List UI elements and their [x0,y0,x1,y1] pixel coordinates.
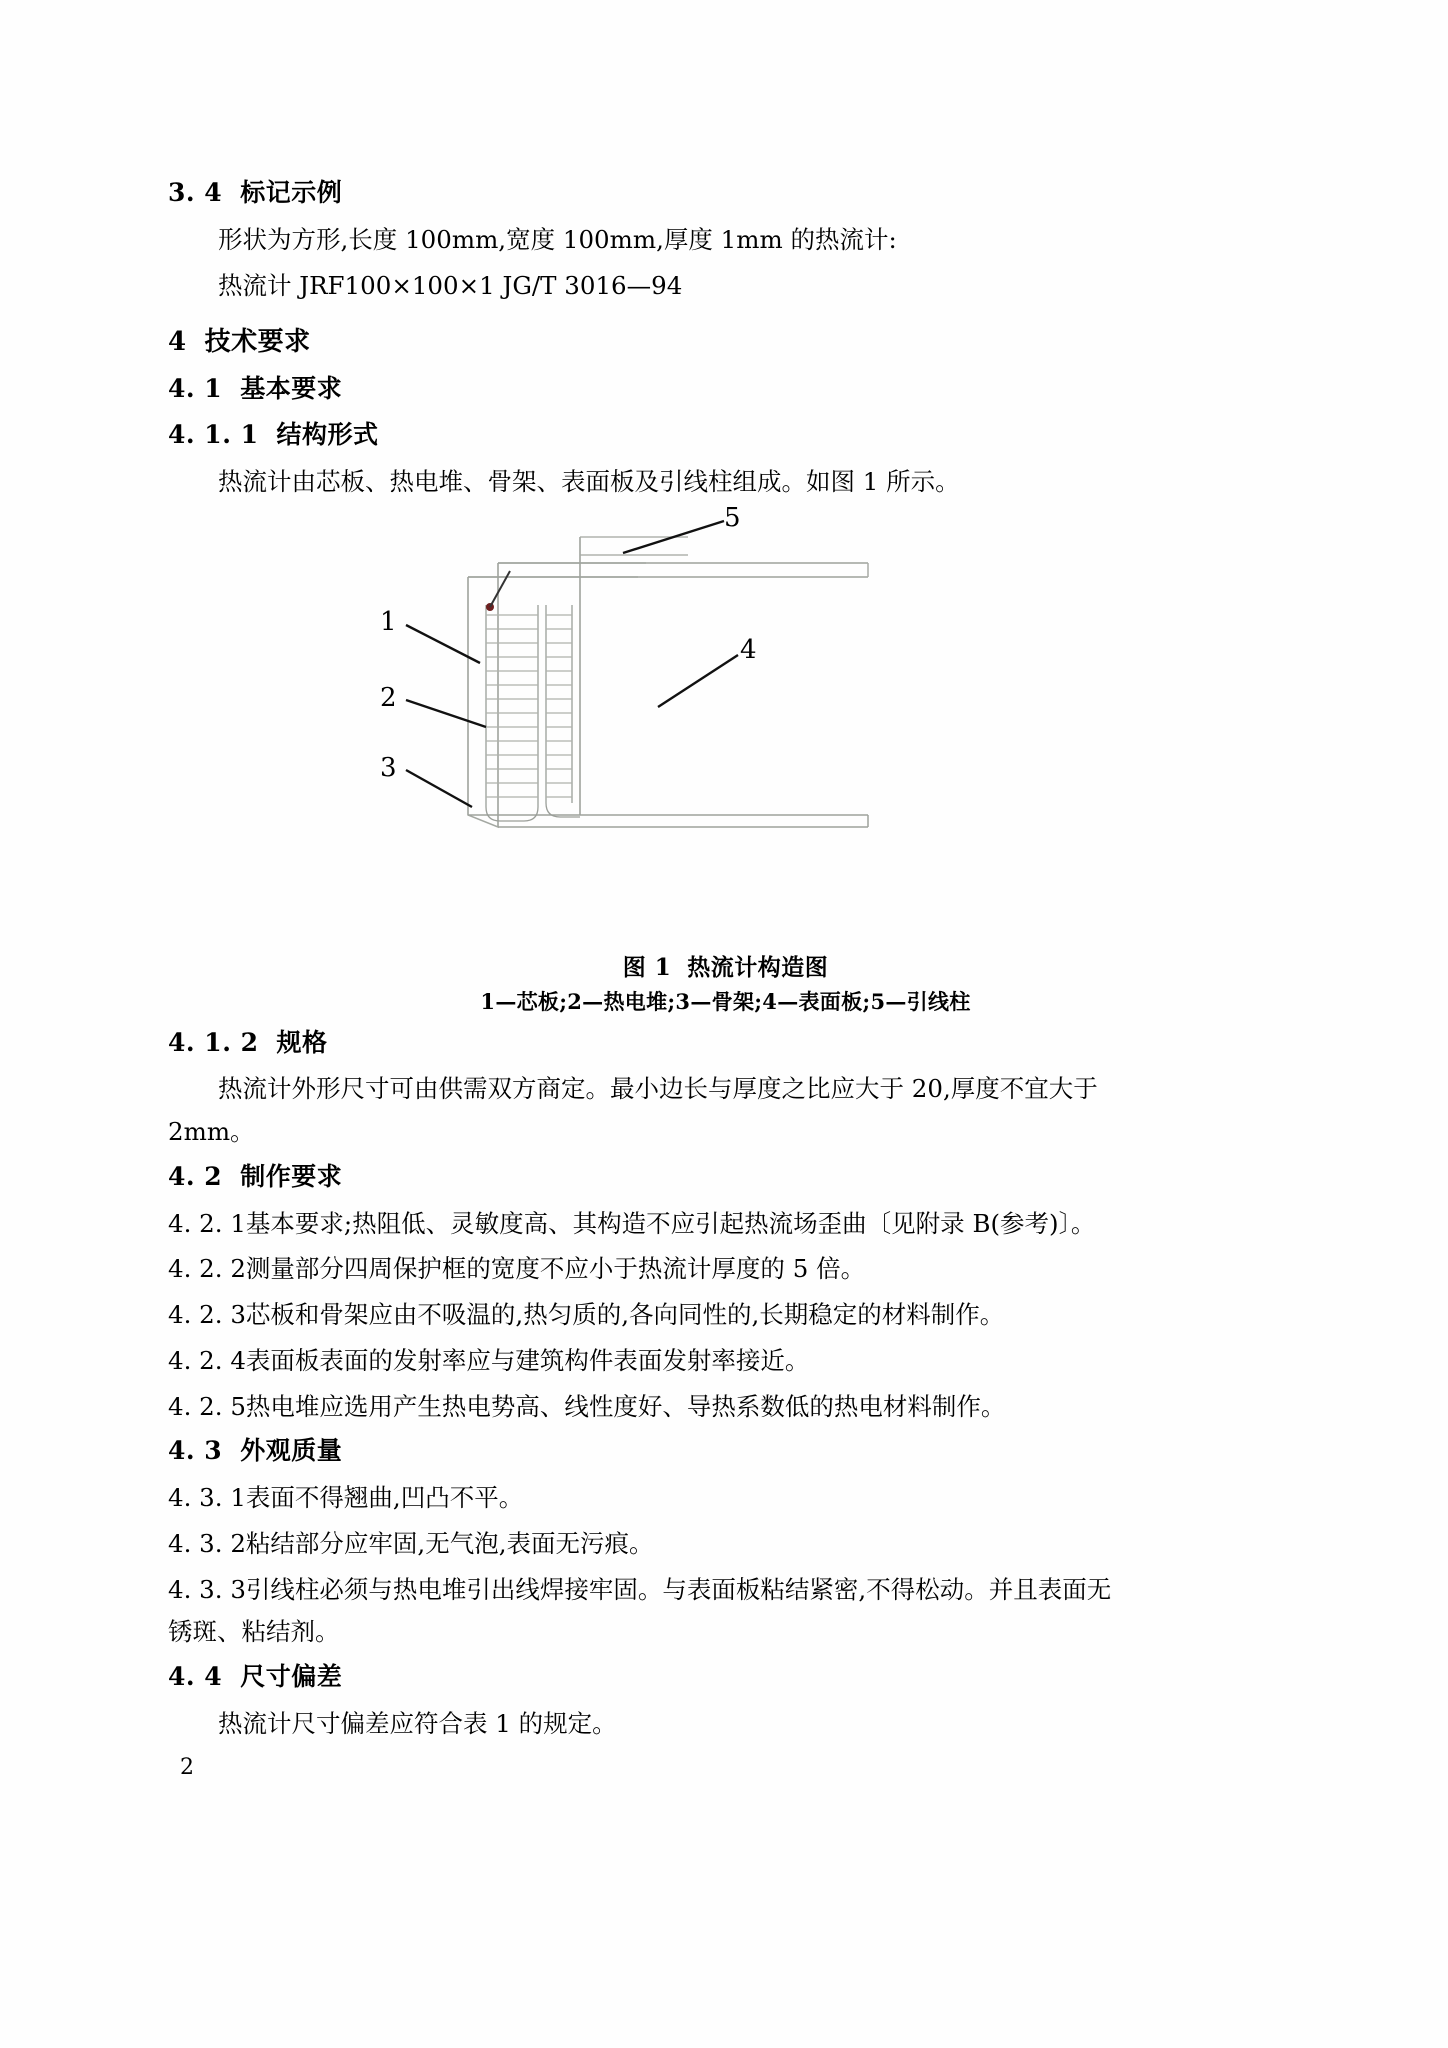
heading-4-1-title: 基本要求 [240,374,343,404]
heading-3-4-number: 3. 4 [168,178,223,207]
heading-4-1-2 [168,1026,1283,1060]
figure-1-legend: 1—芯板;2—热电堆;3—骨架;4—表面板;5—引线柱 [480,988,971,1014]
paragraph-3-4-line-2: 热流计 JRF100×100×1 JG/T 3016—94 [218,270,683,300]
paragraph-4-2-3-text: 芯板和骨架应由不吸温的,热匀质的,各向同性的,长期稳定的材料制作。 [245,1300,1005,1330]
heading-4-4-title: 尺寸偏差 [240,1662,343,1692]
paragraph-4-2-3 [168,1297,1283,1334]
heat-flow-meter-construction-svg [168,515,1283,945]
paragraph-4-3-1-text: 表面不得翘曲,凹凸不平。 [245,1483,524,1513]
paragraph-4-2-3-number: 4. 2. 3 [168,1300,246,1330]
heading-4-2-title: 制作要求 [240,1161,343,1191]
paragraph-4-1-2-line-1: 热流计外形尺寸可由供需双方商定。最小边长与厚度之比应大于 20,厚度不宜大于 [218,1074,1098,1104]
paragraph-4-3-3-line-1 [168,1572,1283,1609]
heading-3-4-title: 标记示例 [240,178,343,207]
paragraph-4-2-4-number: 4. 2. 4 [168,1345,246,1375]
heading-4-3 [168,1434,1283,1468]
heading-4-1 [168,372,1283,406]
paragraph-4-3-2-number: 4. 3. 2 [168,1528,246,1558]
paragraph-4-2-1-number: 4. 2. 1 [168,1208,246,1238]
paragraph-4-2-1-text: 基本要求;热阻低、灵敏度高、其构造不应引起热流场歪曲〔见附录 B(参考)〕。 [245,1208,1096,1238]
figure-callout-4: 4 [740,634,757,665]
heading-3-4 [168,176,1283,210]
paragraph-4-2-2 [168,1251,1283,1288]
figure-callout-5: 5 [724,502,741,533]
paragraph-4-2-2-number: 4. 2. 2 [168,1254,246,1284]
heading-4-1-2-number: 4. 1. 2 [168,1027,259,1057]
paragraph-4-3-1-number: 4. 3. 1 [168,1483,246,1513]
paragraph-4-3-2 [168,1526,1283,1563]
figure-callout-1: 1 [380,606,397,637]
heading-4-2-number: 4. 2 [168,1161,223,1191]
heading-4-1-2-title: 规格 [276,1027,328,1057]
heading-4-2 [168,1160,1283,1194]
heading-4-3-number: 4. 3 [168,1436,223,1466]
heading-4-1-1-number: 4. 1. 1 [168,420,259,450]
figure-callout-3: 3 [380,752,397,783]
paragraph-4-3-2-text: 粘结部分应牢固,无气泡,表面无污痕。 [245,1528,654,1558]
paragraph-4-2-5-text: 热电堆应选用产生热电势高、线性度好、导热系数低的热电材料制作。 [245,1391,1006,1421]
paragraph-3-4-line-1: 形状为方形,长度 100mm,宽度 100mm,厚度 1mm 的热流计: [218,224,897,254]
paragraph-4-2-4 [168,1343,1283,1380]
figure-1-drawing [168,502,1283,945]
heading-4-4-number: 4. 4 [168,1662,223,1692]
paragraph-4-3-3-text: 引线柱必须与热电堆引出线焊接牢固。与表面板粘结紧密,不得松动。并且表面无 [245,1574,1112,1604]
paragraph-4-2-5-number: 4. 2. 5 [168,1391,246,1421]
heading-4-1-1 [168,418,1283,452]
heading-4 [168,325,1283,360]
heading-4-4 [168,1660,1283,1694]
paragraph-4-1-2-line-2: 2mm。 [168,1117,255,1147]
paragraph-4-4-body: 热流计尺寸偏差应符合表 1 的规定。 [218,1708,617,1738]
paragraph-4-3-3-number: 4. 3. 3 [168,1574,246,1604]
paragraph-4-2-2-text: 测量部分四周保护框的宽度不应小于热流计厚度的 5 倍。 [245,1254,866,1284]
heading-4-1-number: 4. 1 [168,374,223,404]
paragraph-4-1-1-body: 热流计由芯板、热电堆、骨架、表面板及引线柱组成。如图 1 所示。 [218,466,960,496]
paragraph-4-2-4-text: 表面板表面的发射率应与建筑构件表面发射率接近。 [245,1345,810,1375]
page-content [168,176,1283,1752]
figure-1-caption-title: 热流计构造图 [687,953,829,981]
paragraph-4-2-1 [168,1206,1283,1243]
paragraph-4-2-5 [168,1389,1283,1426]
heading-4-number: 4 [168,327,187,358]
paragraph-4-3-3-line-2: 锈斑、粘结剂。 [168,1617,340,1647]
paragraph-4-3-1 [168,1480,1283,1517]
figure-1-caption-number: 图 1 [622,953,672,981]
figure-callout-2: 2 [380,682,397,713]
heading-4-title: 技术要求 [204,327,311,358]
figure-1-caption [168,949,1283,982]
page-number: 2 [180,1755,194,1780]
heading-4-3-title: 外观质量 [240,1436,343,1466]
heading-4-1-1-title: 结构形式 [276,420,379,450]
